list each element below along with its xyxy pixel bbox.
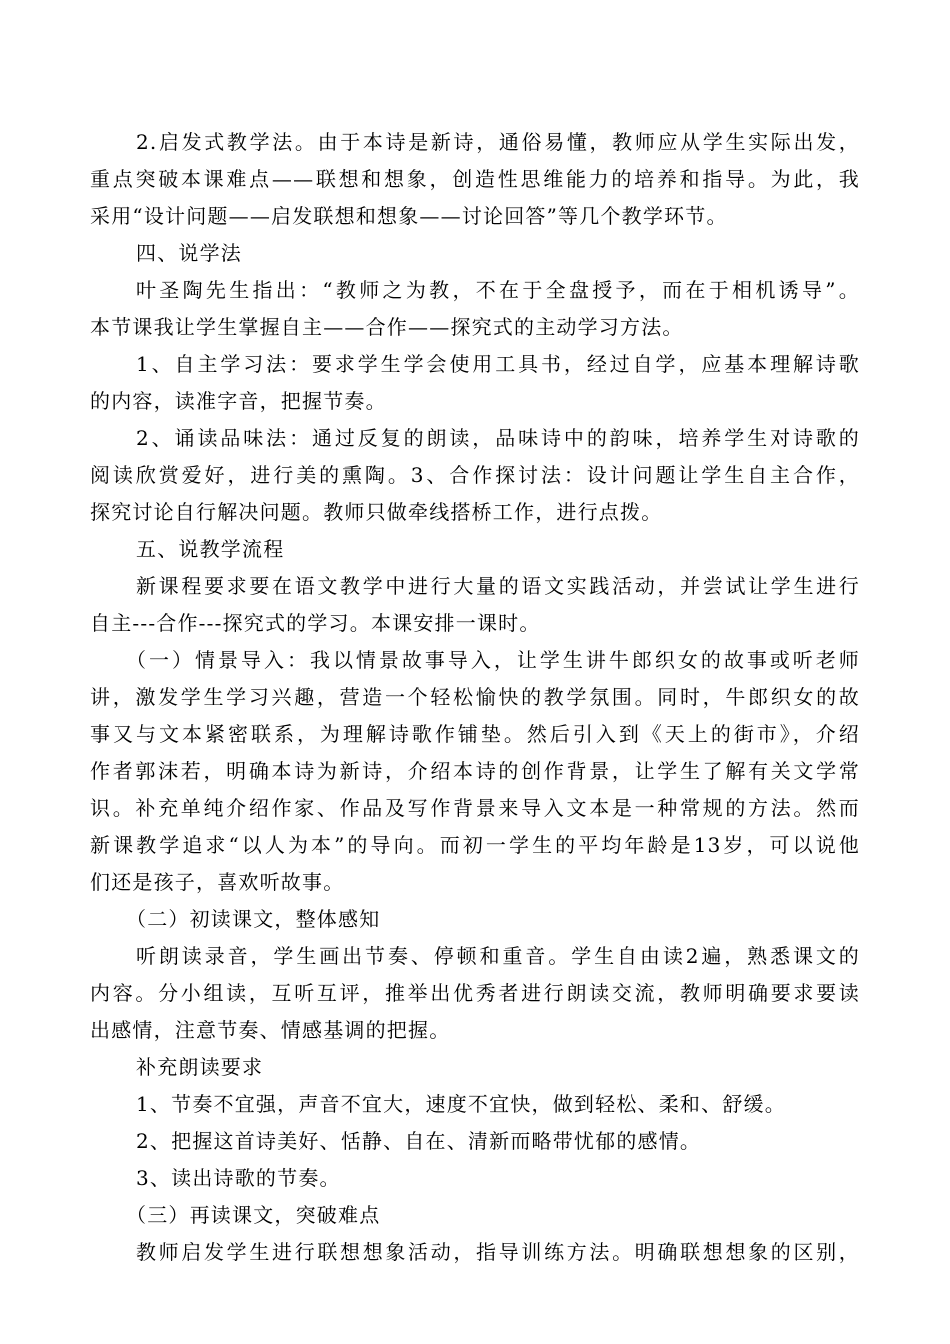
paragraph-line: 新课教学追求“以人为本”的导向。而初一学生的平均年龄是13岁，可以说他 (90, 833, 860, 857)
list-item: 2、把握这首诗美好、恬静、自在、清新而略带忧郁的感情。 (136, 1129, 702, 1153)
section-heading: 四、说学法 (136, 241, 242, 265)
section-heading: 五、说教学流程 (136, 537, 285, 561)
paragraph-line: 采用“设计问题——启发联想和想象——讨论回答”等几个教学环节。 (90, 204, 728, 228)
paragraph-line: 自主---合作---探究式的学习。本课安排一课时。 (90, 611, 541, 635)
paragraph-line: 本节课我让学生掌握自主——合作——探究式的主动学习方法。 (90, 315, 684, 339)
list-item: 3、读出诗歌的节奏。 (136, 1166, 341, 1190)
paragraph-line: 出感情，注意节奏、情感基调的把握。 (90, 1018, 451, 1042)
subsection-heading: （三）再读课文，突破难点 (126, 1203, 381, 1227)
paragraph-line: 1、自主学习法：要求学生学会使用工具书，经过自学，应基本理解诗歌 (136, 352, 860, 376)
list-item: 1、节奏不宜强，声音不宜大，速度不宜快，做到轻松、柔和、舒缓。 (136, 1092, 786, 1116)
paragraph-line: 新课程要求要在语文教学中进行大量的语文实践活动，并尝试让学生进行 (136, 574, 860, 598)
paragraph-line: 们还是孩子，喜欢听故事。 (90, 870, 345, 894)
paragraph-line: （一）情景导入：我以情景故事导入，让学生讲牛郎织女的故事或听老师 (126, 648, 860, 672)
paragraph-line: 重点突破本课难点——联想和想象，创造性思维能力的培养和指导。为此，我 (90, 167, 860, 191)
paragraph-line: 2、诵读品味法：通过反复的朗读，品味诗中的韵味，培养学生对诗歌的 (136, 426, 860, 450)
paragraph-line: 内容。分小组读，互听互评，推举出优秀者进行朗读交流，教师明确要求要读 (90, 981, 860, 1005)
paragraph-line: 事又与文本紧密联系，为理解诗歌作铺垫。然后引入到《天上的街市》，介绍 (90, 722, 860, 746)
paragraph-line: 探究讨论自行解决问题。教师只做牵线搭桥工作，进行点拨。 (90, 500, 663, 524)
paragraph-line: 叶圣陶先生指出：“教师之为教，不在于全盘授予，而在于相机诱导”。 (136, 278, 860, 302)
paragraph-line: 教师启发学生进行联想想象活动，指导训练方法。明确联想想象的区别， (136, 1240, 860, 1264)
paragraph-line: 作者郭沫若，明确本诗为新诗，介绍本诗的创作背景，让学生了解有关文学常 (90, 759, 860, 783)
paragraph-line: 识。补充单纯介绍作家、作品及写作背景来导入文本是一种常规的方法。然而 (90, 796, 860, 820)
subsection-heading: （二）初读课文，整体感知 (126, 907, 381, 931)
paragraph-line: 听朗读录音，学生画出节奏、停顿和重音。学生自由读2遍，熟悉课文的 (136, 944, 860, 968)
paragraph-line: 阅读欣赏爱好，进行美的熏陶。3、合作探讨法：设计问题让学生自主合作， (90, 463, 860, 487)
paragraph-line: 讲，激发学生学习兴趣，营造一个轻松愉快的教学氛围。同时，牛郎织女的故 (90, 685, 860, 709)
paragraph-line: 的内容，读准字音，把握节奏。 (90, 389, 387, 413)
paragraph-line: 2.启发式教学法。由于本诗是新诗，通俗易懂，教师应从学生实际出发， (136, 130, 860, 154)
paragraph-line: 补充朗读要求 (136, 1055, 264, 1079)
document-body (90, 124, 860, 1271)
